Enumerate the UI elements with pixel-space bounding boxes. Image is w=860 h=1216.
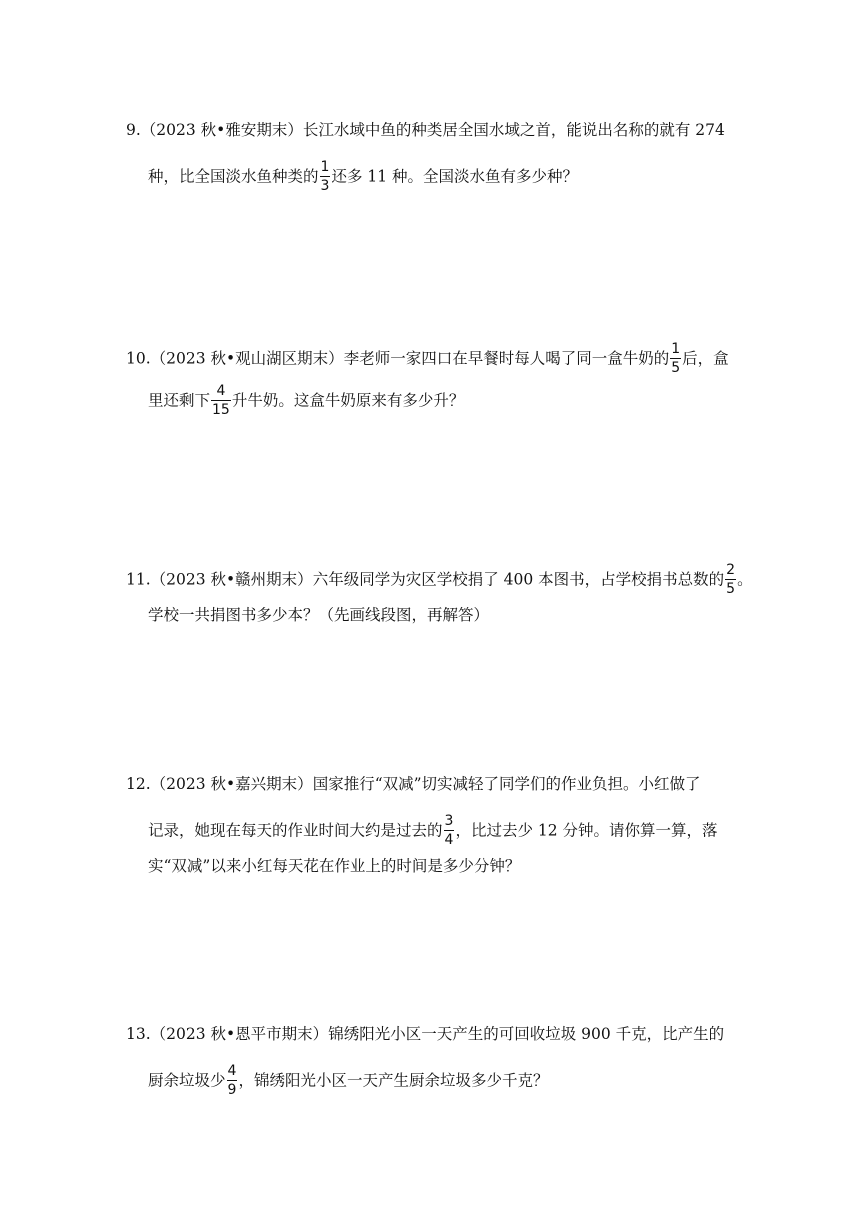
fraction	[725, 562, 736, 597]
problem-text: 记录，她现在每天的作业时间大约是过去的	[148, 821, 443, 840]
problem-source: （2023 秋•观山湖区期末）	[150, 349, 344, 368]
problem-9-line-2	[148, 160, 578, 195]
problem-text: 里还剩下	[148, 391, 211, 410]
problem-source: （2023 秋•雅安期末）	[140, 121, 303, 139]
problem-text: 种，比全国淡水鱼种类的	[148, 167, 319, 186]
problem-13-line-2	[148, 1064, 548, 1099]
problem-text: 升牛奶。这盒牛奶原来有多少升？	[231, 391, 465, 410]
problem-9-line-1	[126, 120, 725, 140]
problem-12-line-2	[148, 814, 718, 849]
fraction-numerator: 3	[444, 813, 454, 829]
fraction-denominator: 15	[212, 402, 230, 418]
problem-text: 国家推行“双减”切实减轻了同学们的作业负担。小红做了	[312, 775, 701, 793]
fraction-bar	[320, 176, 331, 177]
problem-number: 9.	[126, 121, 141, 139]
problem-number: 11.	[126, 570, 151, 589]
fraction-numerator: 1	[671, 341, 681, 357]
problem-text: 六年级同学为灾区学校捐了 400 本图书，占学校捐书总数的	[312, 570, 725, 589]
fraction-bar	[227, 1080, 238, 1081]
problem-text: 厨余垃圾少	[148, 1071, 226, 1090]
fraction-bar	[444, 830, 455, 831]
problem-10-line-2	[148, 384, 464, 419]
fraction-denominator: 4	[444, 832, 454, 848]
fraction-numerator: 2	[726, 562, 736, 578]
fraction	[444, 813, 455, 848]
fraction-bar	[211, 400, 231, 401]
problem-13-line-1	[126, 1024, 724, 1044]
problem-12-line-3	[148, 856, 520, 876]
fraction-denominator: 5	[671, 360, 681, 376]
problem-text: 后，盒	[682, 349, 729, 368]
fraction-bar	[725, 579, 736, 580]
fraction	[211, 383, 231, 418]
problem-text: 学校一共捐图书多少本？（先画线段图，再解答）	[148, 606, 490, 624]
problem-number: 12.	[126, 775, 151, 793]
problem-text: 还多 11 种。全国淡水鱼有多少种？	[331, 167, 579, 186]
problem-11-line-2	[148, 605, 489, 625]
problem-11-line-1	[126, 563, 753, 598]
problem-source: （2023 秋•恩平市期末）	[150, 1025, 329, 1043]
fraction-numerator: 4	[216, 383, 226, 399]
problem-text: ，比过去少 12 分钟。请你算一算，落	[455, 821, 718, 840]
problem-number: 10.	[126, 349, 151, 368]
problem-text: 实“双减”以来小红每天花在作业上的时间是多少分钟？	[148, 857, 521, 875]
fraction	[670, 341, 681, 376]
fraction	[227, 1063, 238, 1098]
problem-source: （2023 秋•嘉兴期末）	[150, 775, 313, 793]
fraction-denominator: 5	[726, 581, 736, 597]
problem-text: 李老师一家四口在早餐时每人喝了同一盒牛奶的	[343, 349, 670, 368]
problem-text: ，锦绣阳光小区一天产生厨余垃圾多少千克？	[238, 1071, 549, 1090]
fraction	[320, 159, 331, 194]
problem-text: 锦绣阳光小区一天产生的可回收垃圾 900 千克，比产生的	[328, 1025, 725, 1043]
fraction-numerator: 1	[320, 159, 330, 175]
problem-12-line-1	[126, 774, 701, 794]
fraction-denominator: 9	[227, 1082, 237, 1098]
fraction-bar	[670, 358, 681, 359]
problem-source: （2023 秋•赣州期末）	[150, 570, 313, 589]
problem-number: 13.	[126, 1025, 151, 1043]
fraction-denominator: 3	[320, 178, 330, 194]
problem-10-line-1	[126, 342, 729, 377]
fraction-numerator: 4	[227, 1063, 237, 1079]
problem-text: 。	[737, 570, 753, 589]
problem-text: 长江水域中鱼的种类居全国水域之首，能说出名称的就有 274	[302, 121, 725, 139]
